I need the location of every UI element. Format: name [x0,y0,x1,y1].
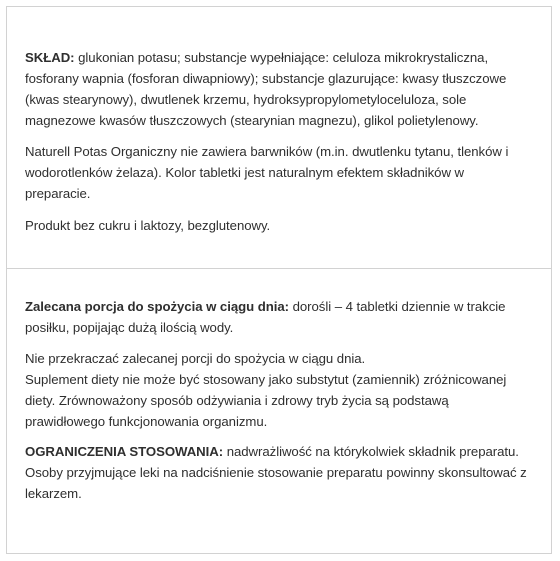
composition-label: SKŁAD: [25,50,75,65]
supplement-note: Suplement diety nie może być stosowany jako substytut (zamiennik) zróżnicowanej diety. Zrównoważony sposób odżywiania i zdrowy tryb życia są podstawą prawidłowego funkcjonowania organizmu. [25,372,507,429]
composition-paragraph [25,47,529,131]
free-from-note: Produkt bez cukru i laktozy, bezglutenowy. [25,218,271,233]
dosage-label: Zalecana porcja do spożycia w ciągu dnia: [25,299,289,314]
composition-text: glukonian potasu; substancje wypełniające: celuloza mikrokrystaliczna, fosforany wapnia (fosforan diwapniowy); substancje glazurujące: kwasy tłuszczowe (kwas stearynowy), dwutlenek krzemu, hydroksypropylometyloceluloza, sole magnezowe kwasów tłuszczowych (stearynian magnezu), glikol polietylenowy. [25,50,507,128]
dosage-text: dorośli – 4 tabletki dziennie w trakcie posiłku, popijając dużą ilością wody. [25,299,506,335]
restrictions-paragraph [25,441,529,504]
warning-line: Nie przekraczać zalecanej porcji do spożycia w ciągu dnia. [25,351,366,366]
restrictions-text: nadwrażliwość na którykolwiek składnik preparatu. Osoby przyjmujące leki na nadciśnienie stosowanie preparatu powinny skonsultować z lekarzem. [25,444,527,501]
dosage-paragraph [25,296,529,338]
usage-section [7,269,551,553]
composition-section [7,7,551,269]
label-panel [6,6,552,554]
colorants-note: Naturell Potas Organiczny nie zawiera barwników (m.in. dwutlenku tytanu, tlenków i wodorotlenków żelaza). Kolor tabletki jest naturalnym efektem składników w preparacie. [25,144,509,201]
restrictions-label: OGRANICZENIA STOSOWANIA: [25,444,224,459]
